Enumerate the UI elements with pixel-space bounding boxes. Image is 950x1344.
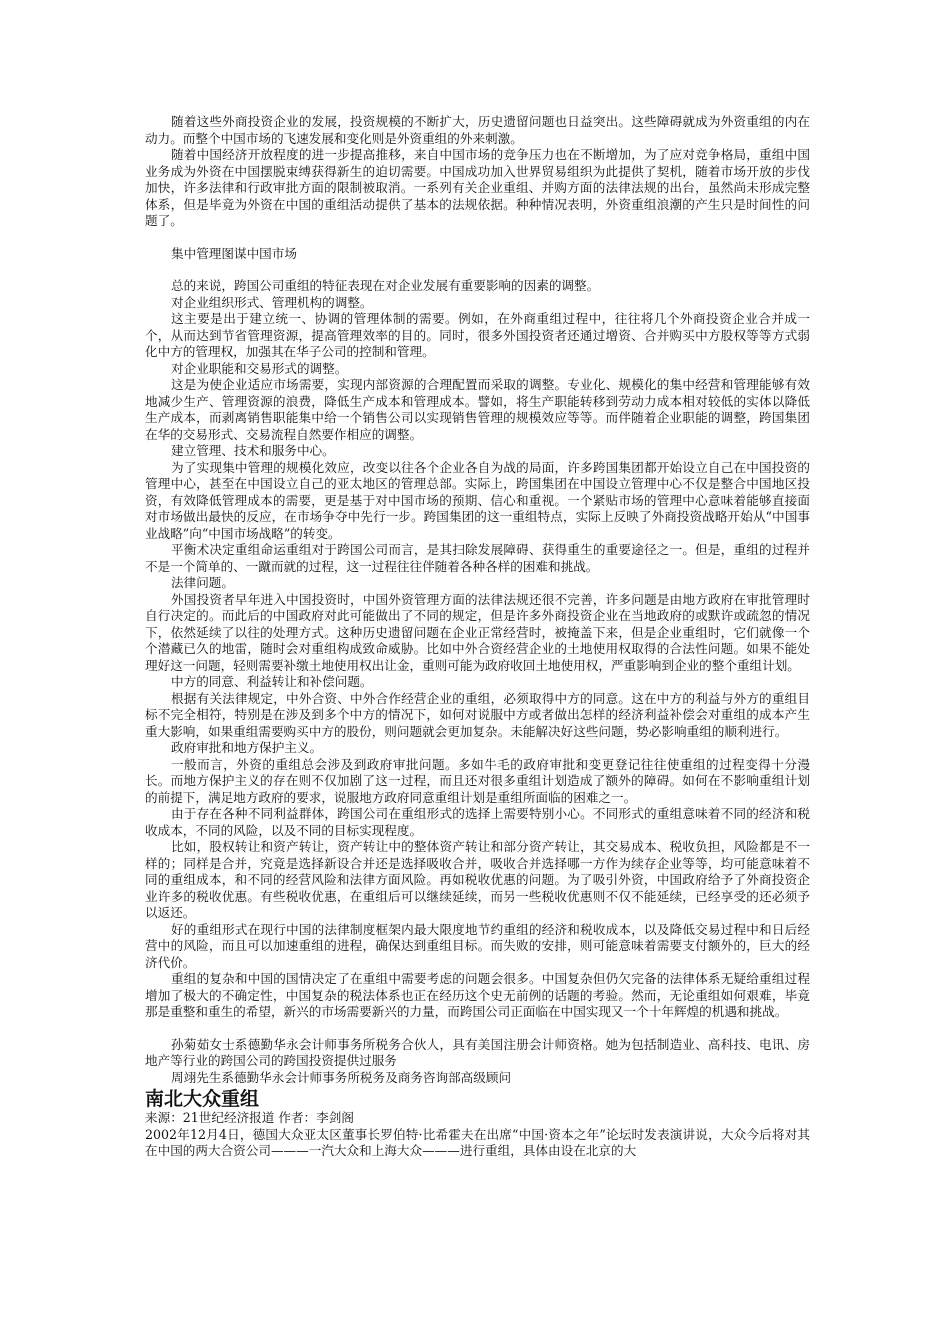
- body-paragraph: 由于存在各种不同利益群体，跨国公司在重组形式的选择上需要特别小心。不同形式的重组意味着不同的经济和税收成本，不同的风险，以及不同的目标实现程度。: [145, 806, 810, 838]
- author-note-1: 孙菊茹女士系德勤华永会计师事务所税务合伙人，具有美国注册会计师资格。她为包括制造业、高科技、电讯、房地产等行业的跨国公司的跨国投资提供过服务: [145, 1036, 810, 1068]
- body-paragraph: 重组的复杂和中国的国情决定了在重组中需要考虑的问题会很多。中国复杂但仍欠完备的法律体系无疑给重组过程增加了极大的不确定性，中国复杂的税法体系也正在经历这个史无前例的话题的考验。然而，无论重组如何艰难，毕竟那是重整和重生的希望，新兴的市场需要新兴的力量，而跨国公司正面临在中国实现又一个十年辉煌的机遇和挑战。: [145, 971, 810, 1019]
- section-title: 集中管理图谋中国市场: [171, 245, 297, 261]
- body-paragraph: 平衡术决定重组命运重组对于跨国公司而言，是其扫除发展障碍、获得重生的重要途径之一。但是，重组的过程并不是一个简单的、一蹴而就的过程，这一过程往往伴随着各种各样的困难和挑战。: [145, 542, 810, 574]
- intro-paragraph-2: 随着中国经济开放程度的进一步提高推移，来自中国市场的竞争压力也在不断增加，为了应对竞争格局，重组中国业务成为外资在中国摆脱束缚获得新生的迫切需要。中国成功加入世界贸易组织为此提供了契机，随着市场开放的步伐加快，许多法律和行政审批方面的限制被取消。一系列有关企业重组、并购方面的法律法规的出台，虽然尚未形成完整体系，但是毕竟为外资在中国的重组活动提供了基本的法规依据。种种情况表明，外资重组浪潮的产生只是时间性的问题了。: [145, 147, 810, 228]
- spacer: [145, 262, 810, 278]
- next-article-title: 南北大众重组: [145, 1088, 260, 1110]
- body-paragraph: 总的来说，跨国公司重组的特征表现在对企业发展有重要影响的因素的调整。: [171, 278, 600, 293]
- subheading-functions: 对企业职能和交易形式的调整。: [171, 360, 348, 376]
- body-paragraph: 一般而言，外资的重组总会涉及到政府审批问题。多如牛毛的政府审批和变更登记往往使重组的过程变得十分漫长。而地方保护主义的存在则不仅加剧了这一过程，而且还对很多重组计划造成了额外的障碍。如何在不影响重组计划的前提下，满足地方政府的要求，说服地方政府同意重组计划是重组所面临的困难之一。: [145, 756, 810, 805]
- subheading-legal: 法律问题。: [171, 575, 234, 590]
- body-paragraph: 好的重组形式在现行中国的法律制度框架内最大限度地节约重组的经济和税收成本，以及降低交易过程中和日后经营中的风险，而且可以加速重组的进程，确保达到重组目标。而失败的安排，则可能意味着需要支付额外的，巨大的经济代价。: [145, 921, 810, 970]
- next-article-lead: 2002年12月4日，德国大众亚太区董事长罗伯特·比希霍夫在出席“中国·资本之年”论坛时发表演讲说，大众今后将对其在中国的两大合资公司———一汽大众和上海大众———进行重组，具体由设在北京的大: [145, 1126, 810, 1158]
- body-paragraph: 为了实现集中管理的规模化效应，改变以往各个企业各自为战的局面，许多跨国集团都开始设立自己在中国投资的管理中心，甚至在中国设立自己的亚太地区的管理总部。实际上，跨国集团在中国设立管理中心不仅是整合中国地区投资，有效降低管理成本的需要，更是基于对中国市场的预期、信心和重视。一个紧贴市场的管理中心意味着能够直接面对市场做出最快的反应，在市场争夺中先行一步。跨国集团的这一重组特点，实际上反映了外商投资战略开始从“中国事业战略”向“中国市场战略”的转变。: [145, 459, 810, 541]
- subheading-organization: 对企业组织形式、管理机构的调整。: [171, 294, 373, 310]
- body-paragraph: 根据有关法律规定，中外合资、中外合作经营企业的重组，必须取得中方的同意。这在中方的利益与外方的重组目标不完全相符，特别是在涉及到多个中方的情况下，如何对说服中方或者做出怎样的经济利益补偿会对重组的成本产生重大影响，如果重组需要购买中方的股份，则问题就会更加复杂。未能解决好这些问题，势必影响重组的顺利进行。: [145, 690, 810, 739]
- subheading-approval: 政府审批和地方保护主义。: [171, 740, 323, 755]
- body-paragraph: 这是为使企业适应市场需要，实现内部资源的合理配置而采取的调整。专业化、规模化的集中经营和管理能够有效地减少生产、管理资源的浪费，降低生产成本和管理成本。譬如，将生产职能转移到劳动力成本相对较低的实体以降低生产成本，而剥离销售职能集中给一个销售公司以实现销售管理的规模效应等等。而伴随着企业职能的调整，跨国集团在华的交易形式、交易流程自然要作相应的调整。: [145, 377, 810, 442]
- next-article-source: 来源：21世纪经济报道 作者：李剑阁: [145, 1110, 354, 1125]
- intro-paragraph-1: 随着这些外商投资企业的发展，投资规模的不断扩大，历史遗留问题也日益突出。这些障碍就成为外资重组的内在动力。而整个中国市场的飞速发展和变化则是外资重组的外来刺激。: [145, 114, 810, 146]
- author-note-2: 周翊先生系德勤华永会计师事务所税务及商务咨询部高级顾问: [171, 1069, 512, 1085]
- spacer: [145, 1021, 810, 1037]
- subheading-centers: 建立管理、技术和服务中心。: [171, 443, 335, 458]
- body-paragraph: 外国投资者早年进入中国投资时，中国外资管理方面的法律法规还很不完善，许多问题是由地方政府在审批管理时自行决定的。而此后的中国政府对此可能做出了不同的规定，但是许多外商投资企业在当地政府的或默许或疏忽的情况下，依然延续了以往的处理方式。这种历史遗留问题在企业正常经营时，被掩盖下来，但是企业重组时，它们就像一个个潜藏已久的地雷，随时会对重组构成致命威胁。比如中外合资经营企业的土地使用权取得的合法性问题。如果不能处理好这一问题，轻则需要补缴土地使用权出让金，重则可能为政府收回土地使用权，严重影响到企业的整个重组计划。: [145, 591, 810, 673]
- document-body: [145, 114, 810, 1160]
- spacer: [145, 230, 810, 246]
- subheading-consent: 中方的同意、利益转让和补偿问题。: [171, 674, 373, 689]
- body-paragraph: 比如，股权转让和资产转让，资产转让中的整体资产转让和部分资产转让，其交易成本、税收负担，风险都是不一样的；同样是合并，究竟是选择新设合并还是选择吸收合并，吸收合并选择哪一方作为续存企业等等，均可能意味着不同的重组成本，和不同的经营风险和法律方面风险。再如税收优惠的问题。为了吸引外资，中国政府给予了外商投资企业许多的税收优惠。有些税收优惠，在重组后可以继续延续，而另一些税收优惠则不仅不能延续，已经享受的还必须予以返还。: [145, 839, 810, 920]
- body-paragraph: 这主要是出于建立统一、协调的管理体制的需要。例如，在外商重组过程中，往往将几个外商投资企业合并成一个，从而达到节省管理资源，提高管理效率的目的。同时，很多外国投资者还通过增资、合并购买中方股权等等方式弱化中方的管理权，加强其在华子公司的控制和管理。: [145, 311, 810, 359]
